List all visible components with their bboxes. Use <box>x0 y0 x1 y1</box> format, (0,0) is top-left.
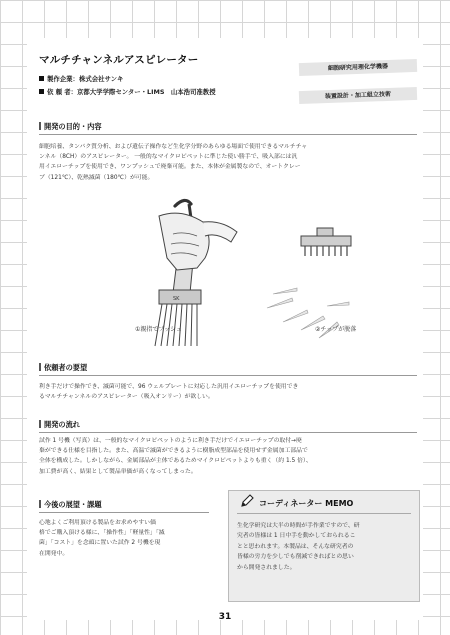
category-badge-1: 細胞研究用理化学機器 <box>299 59 417 76</box>
text-line: 菌」「コスト」を念頭に置いた試作 2 号機を現 <box>39 540 161 547</box>
future-body <box>39 518 221 559</box>
section-heading-text: 今後の展望・課題 <box>44 500 102 509</box>
section-heading-text: 依頼者の要望 <box>44 363 88 372</box>
heading-bar-icon <box>39 363 41 371</box>
section-heading-request <box>39 363 417 376</box>
caption-push: ①親指でプッシュ <box>135 326 182 333</box>
text-line: 棄ができる仕様を目指した。また、高温で滅菌ができるように樹脂成型部品を使用せず金属加工部品で <box>39 448 308 455</box>
purpose-body <box>39 142 417 183</box>
text-line: 究者の皆様は 1 日中手を動かしておられるこ <box>237 533 356 540</box>
pencil-icon <box>239 493 255 509</box>
text-line: 利き手だけで操作でき、滅菌可能で、96 ウェルプレートに対応した汎用イエローチップを使用でき <box>39 384 299 390</box>
page-number: 31 <box>218 612 232 622</box>
text-line: 心地よくご利用頂ける製品をお求めやすい価 <box>39 520 156 526</box>
section-heading-flow <box>39 420 417 433</box>
section-heading-purpose <box>39 122 417 135</box>
bullet-square <box>39 89 44 94</box>
flow-body <box>39 436 417 477</box>
text-line: 皆様の労力を少しでも削減できればとの思い <box>237 554 354 561</box>
text-line: 細胞培養、タンパク質分析、および遺伝子操作など生化学分野のあらゆる場面で使用できるマルチチャ <box>39 144 308 150</box>
maker-line <box>39 74 123 83</box>
text-line: とと思われます。本製品は、そんな研究者の <box>237 543 354 550</box>
section-heading-future <box>39 500 209 513</box>
heading-bar-icon <box>39 122 41 130</box>
memo-divider <box>237 513 411 514</box>
text-line: から開発されました。 <box>237 564 296 571</box>
section-heading-text: 開発の目的・内容 <box>44 122 102 131</box>
text-line: 格でご購入頂ける様に、「操作性」「軽量性」「滅 <box>39 530 165 537</box>
text-line: 試作 1 号機（写真）は、一般的なマイクロピペットのように利き手だけでイエローチップの取付→廃 <box>39 438 302 444</box>
text-line: 全体を構成した。しかしながら、金属部品が主体であるためマイクロピペットよりも重く（約 1.5 倍）、 <box>39 458 312 465</box>
text-line: 生化学研究は大半の時間が手作業ですので、研 <box>237 523 360 529</box>
client-line <box>39 87 216 96</box>
text-line: 在開発中。 <box>39 550 69 557</box>
text-line: るマルチチャンネルのアスピレーター（吸入オンリー）が欲しい。 <box>39 394 214 401</box>
page-title: マルチチャンネルアスピレーター <box>39 54 199 66</box>
coordinator-memo <box>228 490 420 602</box>
section-heading-text: 開発の流れ <box>44 420 80 429</box>
heading-bar-icon <box>39 420 41 428</box>
category-badge-2: 装置設計・加工組立技術 <box>299 87 417 104</box>
tips-drop-drawing <box>267 228 351 338</box>
caption-tip-drop: ②チップが脱落 <box>315 326 357 333</box>
memo-body <box>237 521 413 573</box>
text-line: 加工費が高く、結果として製品単価が高くなってしまった。 <box>39 468 197 475</box>
request-body <box>39 382 417 402</box>
heading-bar-icon <box>39 500 41 508</box>
maker-text: 製作企業：株式会社サンキ <box>47 75 124 83</box>
text-line: ンネル（8CH）のアスピレーター。 一般的なマイクロピペットに準じた使い勝手で、吸入部には汎 <box>39 154 298 161</box>
text-line: 用イエローチップを使用でき、ワンプッシュで廃棄可能。また、本体が金属製なので、オートクレー <box>39 164 301 171</box>
svg-text:SK: SK <box>173 296 180 302</box>
client-text: 依 頼 者：京都大学学際センター・LIMS 山本浩司准教授 <box>47 88 216 96</box>
bullet-square <box>39 76 44 81</box>
memo-title: コーディネーター MEMO <box>259 499 354 508</box>
text-line: ブ（121℃）、乾熱滅菌（180℃）が可能。 <box>39 174 154 181</box>
document-page <box>27 38 423 620</box>
